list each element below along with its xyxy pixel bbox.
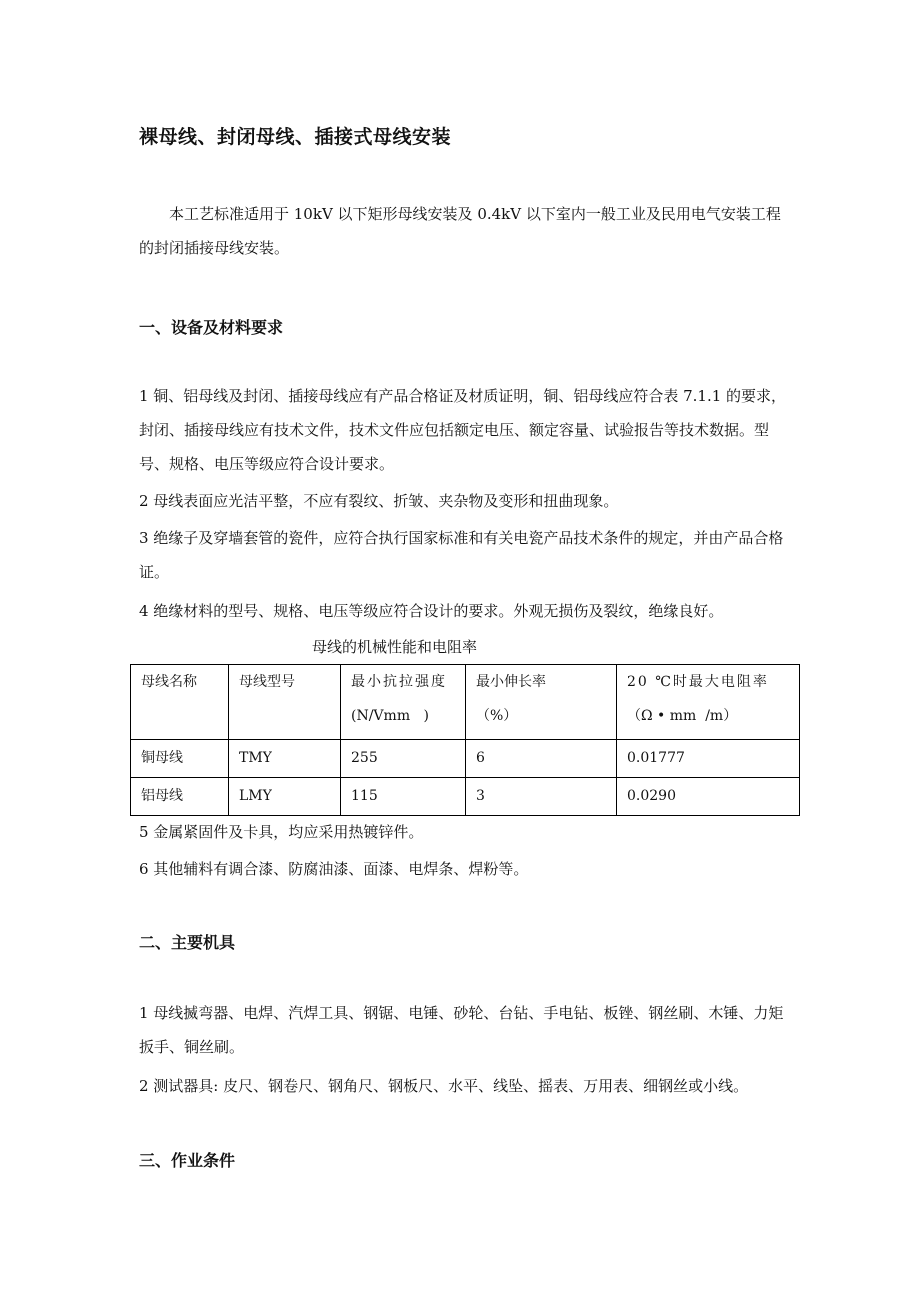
table-header-row [131,665,800,740]
materials-item-5: 5 金属紧固件及卡具，均应采用热镀锌件。 [139,823,424,841]
header-resistivity-label: 20 ℃时最大电阻率 [627,674,769,690]
cell-copper-resistivity: 0.01777 [617,740,800,778]
tools-item-2: 2 测试器具: 皮尺、钢卷尺、钢角尺、钢板尺、水平、线坠、摇表、万用表、细钢丝或小线。 [139,1077,749,1095]
cell-copper-model: TMY [229,740,341,778]
cell-aluminum-model: LMY [229,778,341,816]
header-strength-unit: (N/Vmm ) [351,708,429,724]
table-row [131,778,800,816]
header-resistivity-unit: （Ω • mm /m） [627,708,738,724]
materials-item-2: 2 母线表面应光洁平整，不应有裂纹、折皱、夹杂物及变形和扭曲现象。 [139,492,619,510]
header-cell-strength [341,665,466,740]
cell-aluminum-resistivity: 0.0290 [617,778,800,816]
header-model-label: 母线型号 [239,674,295,690]
document-title: 裸母线、封闭母线、插接式母线安装 [139,126,452,148]
header-cell-name [131,665,229,740]
cell-aluminum-name: 铝母线 [131,778,229,816]
section-heading-conditions: 三、作业条件 [139,1151,236,1170]
section-heading-tools: 二、主要机具 [139,933,236,952]
cell-copper-elongation: 6 [466,740,617,778]
header-elongation-unit: （%） [476,708,518,724]
cell-copper-name: 铜母线 [131,740,229,778]
header-elongation-label: 最小伸长率 [476,674,546,690]
materials-item-6: 6 其他辅料有调合漆、防腐油漆、面漆、电焊条、焊粉等。 [139,860,529,878]
materials-item-1: 1 铜、铝母线及封闭、插接母线应有产品合格证及材质证明，铜、铝母线应符合表 7.1.1 的要求，封闭、插接母线应有技术文件，技术文件应包括额定电压、额定容量、试验报告等技术数据。型号、规格、电压等级应符合设计要求。 [139,387,787,473]
cell-aluminum-elongation: 3 [466,778,617,816]
busbar-properties-table [130,664,800,816]
cell-copper-strength: 255 [341,740,466,778]
header-cell-elongation [466,665,617,740]
materials-item-3: 3 绝缘子及穿墙套管的瓷件，应符合执行国家标准和有关电瓷产品技术条件的规定，并由产品合格证。 [139,529,784,581]
cell-aluminum-strength: 115 [341,778,466,816]
header-cell-resistivity [617,665,800,740]
intro-paragraph: 本工艺标准适用于 10kV 以下矩形母线安装及 0.4kV 以下室内一般工业及民用电气安装工程的封闭插接母线安装。 [139,205,781,257]
materials-item-4: 4 绝缘材料的型号、规格、电压等级应符合设计的要求。外观无损伤及裂纹，绝缘良好。 [139,602,724,620]
header-strength-label: 最小抗拉强度 [351,674,447,690]
tools-item-1: 1 母线揻弯器、电焊、汽焊工具、钢锯、电锤、砂轮、台钻、手电钻、板锉、钢丝刷、木锤、力矩扳手、铜丝刷。 [139,1004,784,1056]
header-cell-model [229,665,341,740]
section-heading-materials: 一、设备及材料要求 [139,318,284,337]
header-name-label: 母线名称 [141,674,197,690]
table-row [131,740,800,778]
table-caption: 母线的机械性能和电阻率 [312,638,478,656]
